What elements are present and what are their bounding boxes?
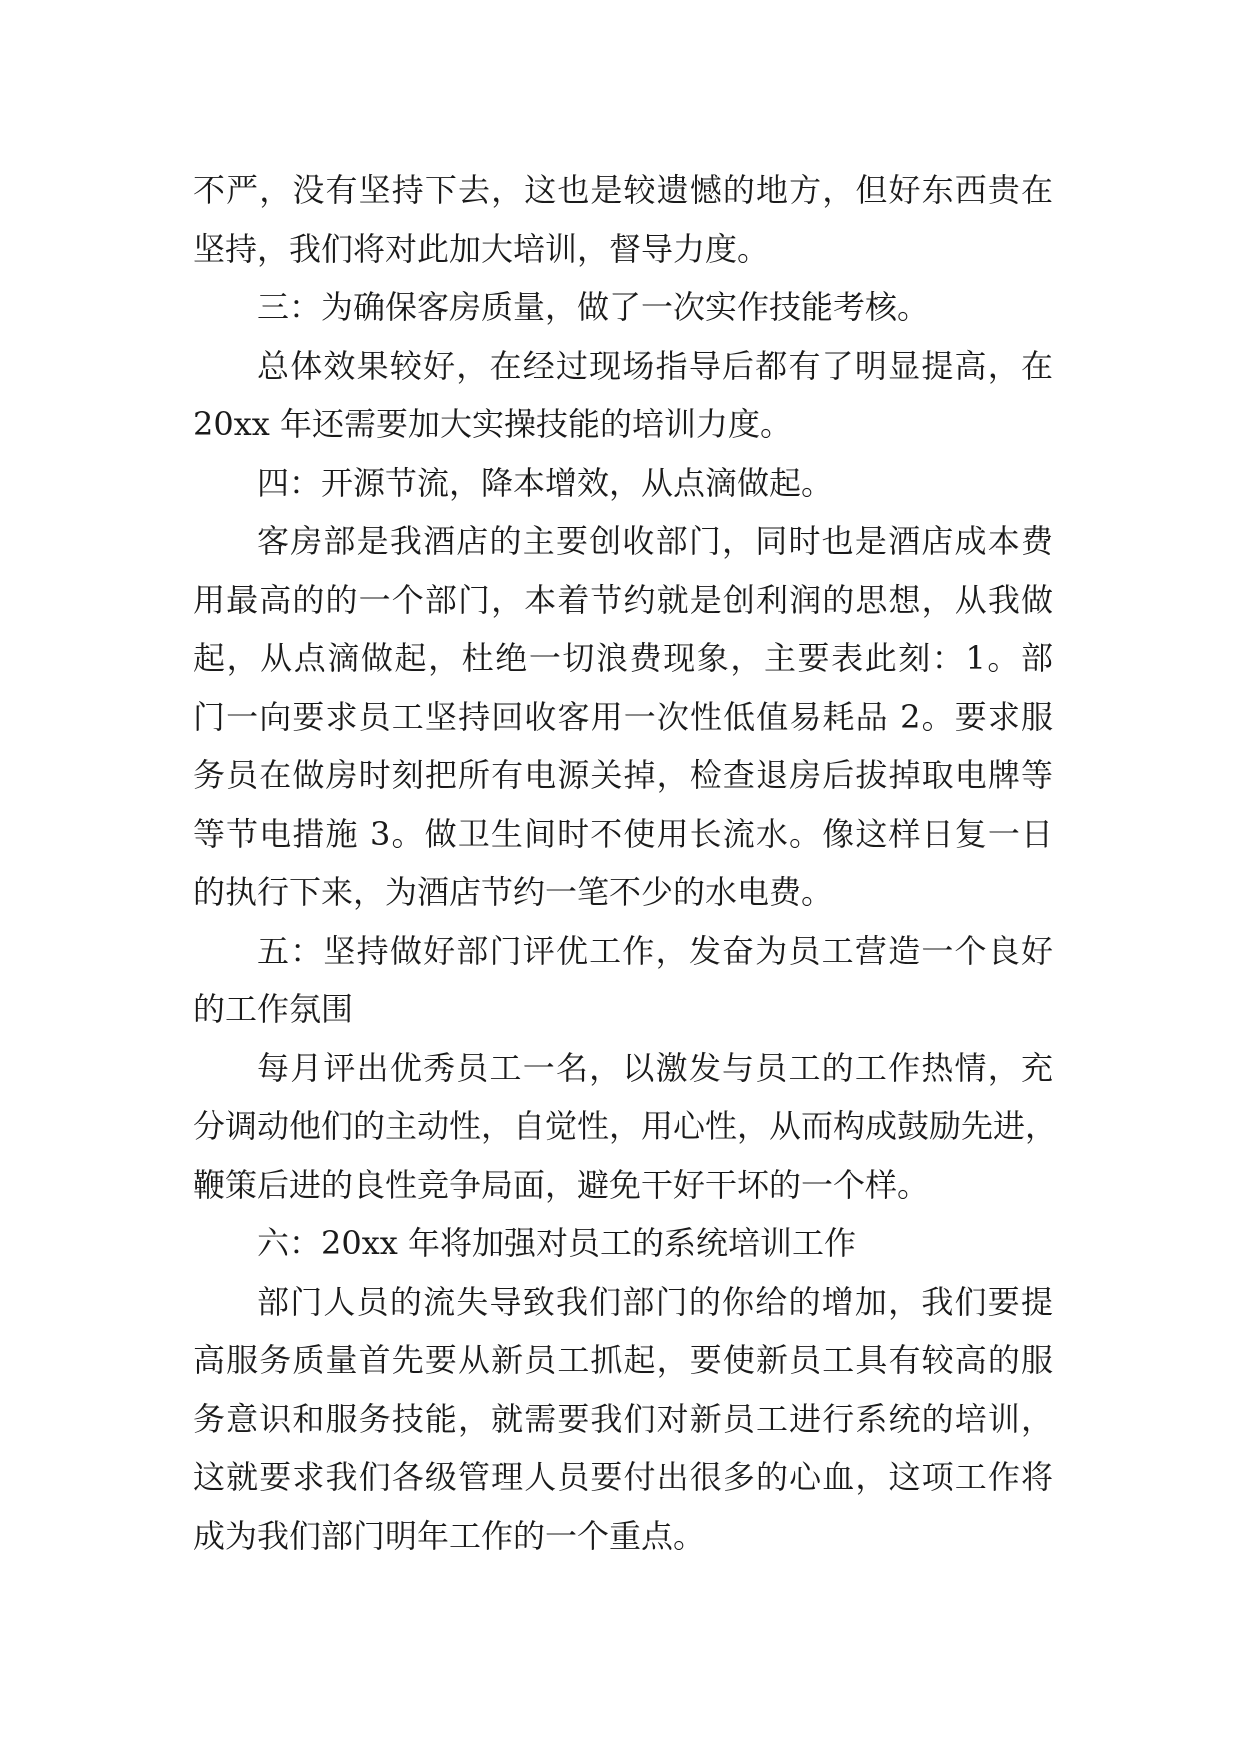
text-line: 等节电措施 3。做卫生间时不使用长流水。像这样日复一日: [193, 814, 1053, 853]
body-text: [193, 161, 1058, 1565]
text-line: 总体效果较好，在经过现场指导后都有了明显提高，在: [257, 346, 1053, 385]
text-line: 20xx 年还需要加大实操技能的培训力度。: [193, 405, 792, 443]
text-line: 务员在做房时刻把所有电源关掉，检查退房后拔掉取电牌等: [193, 756, 1053, 794]
text-line: 部门人员的流失导致我们部门的你给的增加，我们要提: [257, 1282, 1053, 1321]
text-line: 三：为确保客房质量，做了一次实作技能考核。: [257, 288, 930, 326]
text-line: 起，从点滴做起，杜绝一切浪费现象，主要表此刻：1。部: [193, 639, 1053, 677]
text-line: 务意识和服务技能，就需要我们对新员工进行系统的培训，: [193, 1399, 1053, 1438]
text-line: 鞭策后进的良性竞争局面，避免干好干坏的一个样。: [193, 1165, 930, 1204]
text-line: 的工作氛围: [193, 990, 354, 1028]
text-line: 六：20xx 年将加强对员工的系统培训工作: [257, 1224, 856, 1262]
text-line: 高服务质量首先要从新员工抓起，要使新员工具有较高的服: [193, 1341, 1053, 1379]
text-line: 客房部是我酒店的主要创收部门，同时也是酒店成本费: [257, 522, 1053, 560]
text-line: 门一向要求员工坚持回收客用一次性低值易耗品 2。要求服: [193, 697, 1053, 736]
text-line: 不严，没有坚持下去，这也是较遗憾的地方，但好东西贵在: [193, 171, 1053, 209]
text-line: 成为我们部门明年工作的一个重点。: [193, 1516, 706, 1555]
text-line: 分调动他们的主动性，自觉性，用心性，从而构成鼓励先进，: [193, 1107, 1058, 1145]
text-line: 用最高的的一个部门，本着节约就是创利润的思想，从我做: [193, 580, 1053, 619]
text-line: 的执行下来，为酒店节约一笔不少的水电费。: [193, 873, 834, 911]
text-line: 五：坚持做好部门评优工作，发奋为员工营造一个良好: [257, 931, 1053, 970]
text-line: 每月评出优秀员工一名，以激发与员工的工作热情，充: [257, 1048, 1053, 1087]
text-line: 四：开源节流，降本增效，从点滴做起。: [257, 463, 834, 502]
text-line: 这就要求我们各级管理人员要付出很多的心血，这项工作将: [193, 1458, 1053, 1496]
text-line: 坚持，我们将对此加大培训，督导力度。: [193, 229, 770, 268]
